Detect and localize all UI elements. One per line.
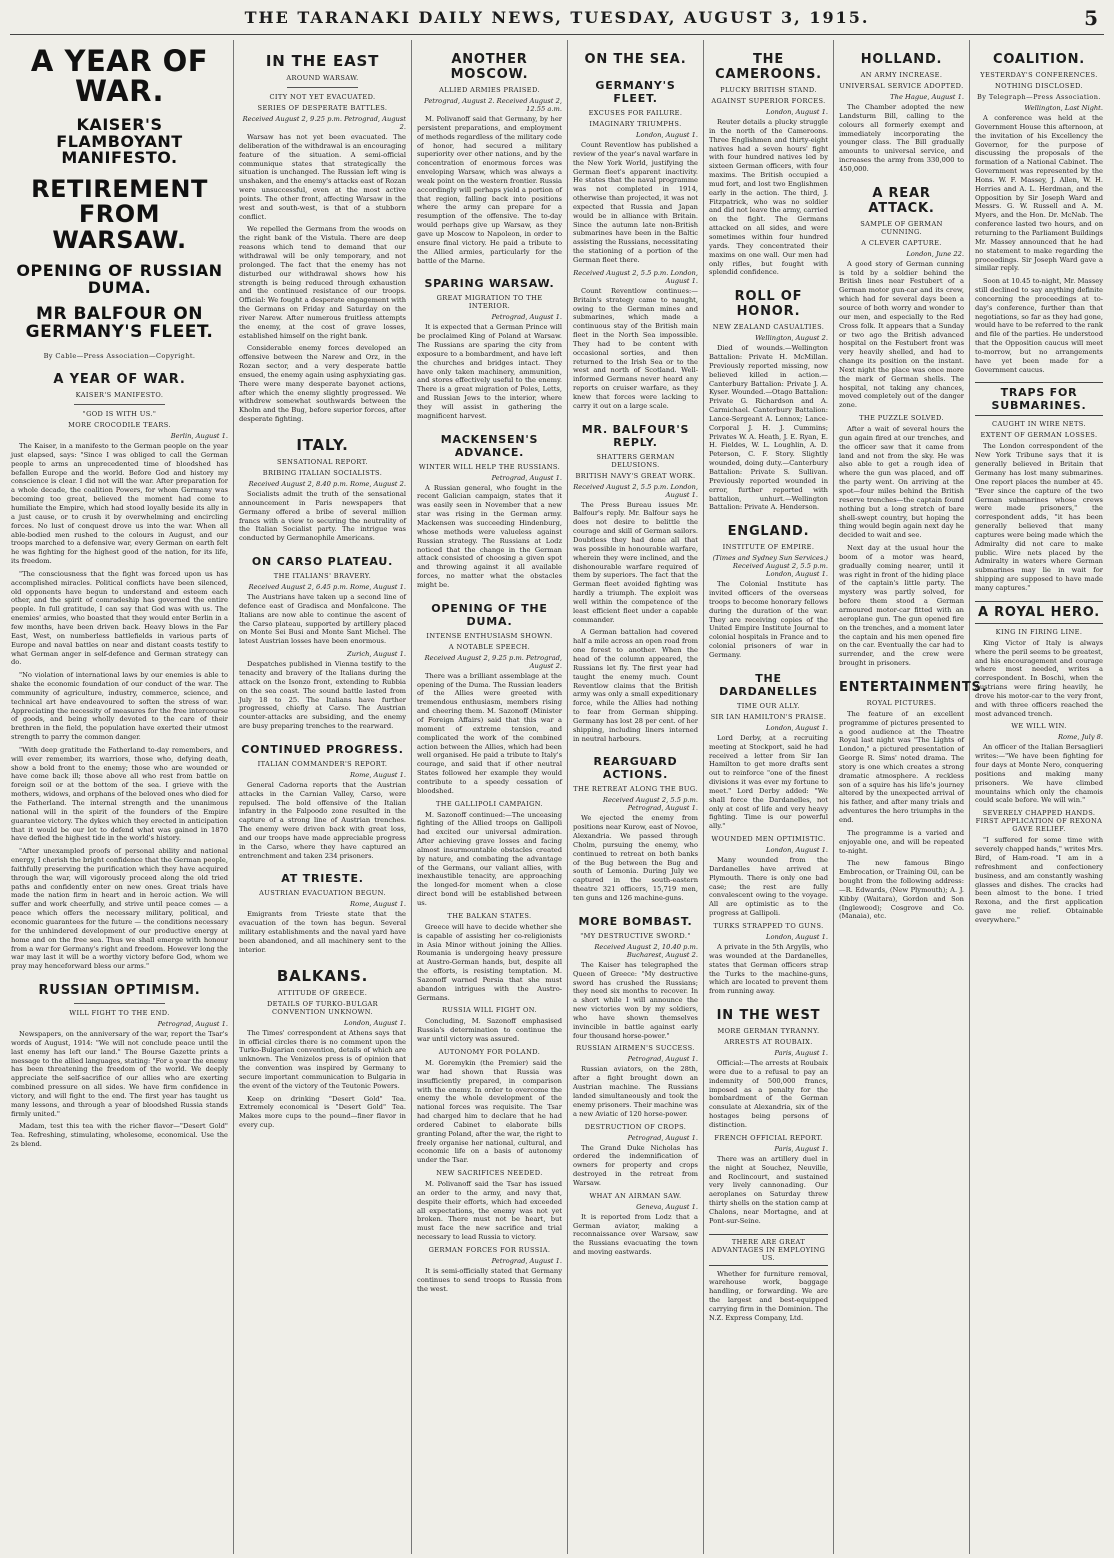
dateline: Geneva, August 1.: [636, 1202, 698, 1211]
section-heading: ROLL OF HONOR.: [734, 289, 803, 320]
article-paragraph: Count Reventlow has published a review of the year's naval warfare in the New York World, justifying the German fleet's apparent inactivity. He states that the naval programme was not completed in 1914, otherwise than projected, it was not expected that Russia and Japan would be in alliance with Britain. Since the autumn late non-British submarines have been in the Baltic assisting the Russians, necessitating the stationing of a portion of the German fleet there.: [573, 141, 698, 264]
section-heading: A ROYAL HERO.: [975, 601, 1103, 624]
article-paragraph: The feature of an excellent programme of pictures presented to a good audience at the Theatre Royal last night was "The Lights of London," a pictured presentation of George R. Sims' noted drama. The story is one which creates a strong dramatic atmosphere. A reckless son of a squire has his life's journey altered by the unexpected arrival of his father, and after many trials and adventures the hero triumphs in the end.: [839, 709, 964, 824]
article-paragraph: A private in the 5th Argylls, who was wounded at the Dardanelles, states that German officers strap the Turks to the machine-guns, which are located to prevent them from running away.: [709, 943, 828, 996]
subheading: AN ARMY INCREASE.: [860, 71, 943, 79]
subheading: INSTITUTE OF EMPIRE.: [722, 543, 815, 552]
dateline: Received August 2, 10.40 p.m. Bucharest, August 2.: [594, 942, 698, 959]
subheading: SIR IAN HAMILTON'S PRAISE.: [710, 712, 827, 721]
subheading: SERIES OF DESPERATE BATTLES.: [257, 104, 388, 112]
dateline: Paris, August 1.: [774, 1144, 828, 1153]
section-heading: ENGLAND.: [727, 524, 810, 540]
section-heading: IN THE WEST: [716, 1008, 821, 1024]
article-paragraph: "No violation of international laws by our enemies is able to shake the economic foundation of our conduct of the war. The community of agriculture, industry, commerce, science, and technical art have endeavoured to soften the stress of war. Appreciating the necessity of measures for the free intercourse of goods, and being wholly devoted to the care of their brethren in the field, the population have exerted their utmost strength to parry the common danger.: [11, 671, 228, 742]
article-paragraph: Newspapers, on the anniversary of the war, report the Tsar's words of August, 1914: "We will not conclude peace until the last enemy has left our land." The Bourse Gazette prints a message to the allied languages, stating: "For a year the enemy has been threatening the freedom of the world. We deeply appreciate the self-sacrifice of our allies who are exerting combined pressure on all sides. We have firm confidence in victory, and will fight to the end. The first year has taught us many lessons, and through a year of bloodshed Russia stands firmly united.": [11, 1030, 228, 1118]
advertisement-heading: THERE ARE GREAT ADVANTAGES IN EMPLOYING US.: [709, 1234, 828, 1266]
headline-balfour: MR BALFOUR ON GERMANY'S FLEET.: [25, 304, 214, 343]
subheading: "MY DESTRUCTIVE SWORD.": [580, 931, 691, 940]
subheading: EXTENT OF GERMAN LOSSES.: [980, 431, 1098, 440]
subheading: INTENSE ENTHUSIASM SHOWN.: [426, 631, 553, 640]
subheading: THE PUZZLE SOLVED.: [859, 414, 944, 423]
subheading: A NOTABLE SPEECH.: [448, 642, 531, 651]
subheading: SENSATIONAL REPORT.: [276, 458, 369, 466]
article-paragraph: Soon at 10.45 to-night, Mr. Massey still declined to say anything definite concerning the proceedings at to-day's conference, further than that negotiations, so far as they had gone, would have to be referred to the rank and file of the parties. He understood that the Opposition caucus will meet to-morrow, but no arrangements have yet been made for a Government caucus.: [975, 277, 1103, 374]
subheading: AUSTRIAN EVACUATION BEGUN.: [259, 889, 386, 898]
headline-retirement-warsaw: RETIREMENT FROM WARSAW.: [31, 175, 208, 254]
subheading: BRIBING ITALIAN SOCIALISTS.: [262, 469, 383, 477]
subheading: AUTONOMY FOR POLAND.: [438, 1047, 541, 1056]
section-heading: BALKANS.: [276, 966, 369, 985]
dateline: London, August 1.: [766, 846, 828, 855]
page-number: 5: [1084, 6, 1098, 30]
article-paragraph: Greece will have to decide whether she is capable of assisting her co-religionists in Asia Minor without joining the Allies. Roumania is undergoing heavy pressure at Austro-German hands, but, despite all the efforts, is resisting temptation. M. Sazonoff warned Persia that she must abandon intrigues with the Austro-Germans.: [417, 922, 562, 1002]
column-7: [970, 40, 1108, 1554]
section-heading: MORE BOMBAST.: [578, 914, 693, 928]
subheading: WILL FIGHT TO THE END.: [69, 1009, 170, 1018]
subheading: TURKS STRAPPED TO GUNS.: [713, 922, 824, 930]
subheading: SHATTERS GERMAN DELUSIONS.: [596, 452, 675, 469]
dateline: (Times and Sydney Sun Services.) Received August 2, 5.5 p.m. London, August 1.: [712, 554, 828, 579]
subheading: WHAT AN AIRMAN SAW.: [589, 1191, 682, 1200]
dateline: London, August 1.: [636, 131, 698, 139]
article-paragraph: The programme is a varied and enjoyable one, and will be repeated to-night.: [839, 828, 964, 855]
subheading: A CLEVER CAPTURE.: [861, 238, 942, 247]
section-heading: A YEAR OF WAR.: [53, 372, 186, 388]
subheading: THE RETREAT ALONG THE BUG.: [573, 785, 698, 794]
section-heading: ON THE SEA.: [584, 52, 687, 67]
dateline: Petrograd, August 1.: [491, 1257, 562, 1265]
subheading: GERMAN FORCES FOR RUSSIA.: [428, 1246, 551, 1254]
advertisement-text: Whether for furniture removal, warehouse work, baggage handling, or forwarding. We are the largest and best-equipped carrying firm in the Dominion. The N.Z. Express Company, Ltd.: [709, 1269, 828, 1322]
subheading: GREAT MIGRATION TO THE INTERIOR.: [436, 294, 543, 311]
article-paragraph: Died of wounds.—Wellington Battalion: Private H. McMillan. Previously reported missing, now believed killed in action.—Canterbury Battalion: Private J. A. Kyser. Wounded.—Otago Battalion: Private G. Richardson and A. Carmichael. Canterbury Battalion: Lance-Sergeant A. Lennox; Lance-Corporal J. H. J. Cummins; Privates W. A. Heath, J. E. Ryan, E. H. Fieldes, W. L. Loughlin, A. D. Peterson, C. F. Story. Slightly wounded, doing duty.—Canterbury Battalion: Private S. Sullivan. Previously reported wounded in error, further reported with battalion, unhurt.—Wellington Battalion: Private A. Henderson.: [709, 344, 828, 512]
section-heading: TRAPS FOR SUBMARINES.: [975, 382, 1103, 416]
section-heading: ENTERTAINMENTS.: [839, 679, 988, 695]
dateline: London, June 22.: [906, 249, 964, 258]
dateline: London, August 1.: [766, 723, 828, 732]
advertisement-text: The new famous Bingo Embrocation, or Training Oil, can be bought from the following address:—R. Edwards, (New Plymouth); A. J. Kibby (Waitara), Gordon and Son (Inglewood); Cosgrove and Co. (Manaia), etc.: [839, 859, 964, 921]
article-paragraph: Despatches published in Vienna testify to the tenacity and bravery of the Italians during the attack on the Isonzo front, extending to Rubbia on the sea coast. The sound battle lasted from July 18 to 25. The Italians have further progressed, chiefly at Carso. The Austrian counter-attacks are subsiding, and the enemy are busy preparing trenches to the rearward.: [239, 660, 406, 731]
article-paragraph: Next day at the usual hour the boom of a motor was heard, gradually coming nearer, until it was right in front of the hiding place of the captain's little party. The mystery was partly solved, for before them stood a German armoured motor-car fitted with an aeroplane gun. The gun opened fire on the trenches, and a moment later the captain and his men opened fire on the car. Eventually the car had to surrender, and the crew were brought in prisoners.: [839, 544, 964, 668]
article-paragraph: It is reported from Lodz that a German aviator, making a reconnaissance over Warsaw, saw the Russians evacuating the town and moving eastwards.: [573, 1212, 698, 1257]
dateline: Petrograd, August 1.: [491, 473, 562, 482]
masthead: [10, 0, 1104, 35]
advertisement-text: Keep on drinking "Desert Gold" Tea. Extremely economical is "Desert Gold" Tea. Makes more cups to the pound—finer flavor in every cup.: [239, 1094, 406, 1130]
article-paragraph: The Press Bureau issues Mr. Balfour's reply. Mr. Balfour says he does not desire to belittle the courage and skill of German sailors. Doubtless they had done all that was possible in honourable warfare, wherein they were inclined, and the dishonourable warfare required of them by superiors. The fact that the German fleet avoided fighting was hardly a triumph. The exploit was well within the competence of the least efficient fleet under a capable commander.: [573, 500, 698, 624]
section-heading: ANOTHER MOSCOW.: [450, 52, 529, 82]
dateline: Received August 2, 9.25 p.m. Petrograd, August 2.: [242, 115, 406, 131]
subheading: NEW SACRIFICES NEEDED.: [436, 1169, 543, 1178]
dateline: Rome, August 1.: [350, 900, 406, 909]
section-heading: A REAR ATTACK.: [868, 185, 935, 216]
section-heading: MR. BALFOUR'S REPLY.: [581, 422, 690, 449]
column-5: [704, 40, 834, 1554]
section-heading: MACKENSEN'S ADVANCE.: [440, 432, 539, 459]
dateline: Berlin, August 1.: [170, 432, 228, 441]
article-paragraph: M. Goremykin (the Premier) said the war had shown that Russia was insufficiently prepared, in comparison with the enemy. In order to overcome the enemy the whole development of the national forces was requisite. The Tsar had charged him to declare that he had ordered Cabinet to elaborate bills granting Poland, after the war, the right to freely organise her national, cultural, and economic life on a basis of autonomy under the Tsar.: [417, 1058, 562, 1165]
divider: [74, 1003, 165, 1004]
section-heading: GERMANY'S FLEET.: [595, 79, 676, 105]
article-paragraph: M. Polivanoff said that Germany, by her persistent preparations, and employment of methods regardless of the military code of honor, had secured a military superiority over other nations, and by the concentration of enormous forces was enveloping Warsaw, which was always a weak point on the western frontier. Russia accordingly will perhaps yield a portion of that region, falling back into positions where the army can prepare for a resumption of the offensive. The to-day would perhaps give up Warsaw, as they gave up Moscow to Napoleon, in order to ensure final victory. He paid a tribute to the Allied armies, particularly for the battle of the Marne.: [417, 115, 562, 265]
article-paragraph: There was a brilliant assemblage at the opening of the Duma. The Russian leaders of the Allies were greeted with tremendous enthusiasm, members rising and cheering them. M. Sazonoff (Minister of Foreign Affairs) said that this war a moment of extreme tension, and complicated the work of the combined action between the Allies, which had been well organised. He paid a tribute to Italy's courage, and said that if other neutral States followed her example they would contribute to a speedy cessation of bloodshed.: [417, 671, 562, 795]
article-paragraph: "The consciousness that the fight was forced upon us has accomplished miracles. Political conflicts have been silenced, old opponents have begun to understand and esteem each other, and the spirit of comradeship has governed the entire people. In full gratitude, I can say that God was with us. The enemies' armies, who boasted that they would enter Berlin in a few months, have been driven back. Heavy blows in the Far East, West, on numberless battlefields in various parts of Europe and naval battles on near and distant coasts testify to what German anger in self-defence and German strategy can do.: [11, 569, 228, 667]
column-3: [412, 40, 568, 1554]
section-heading: COALITION.: [993, 52, 1085, 67]
subheading: MORE CROCODILE TEARS.: [68, 421, 171, 430]
divider: [287, 87, 357, 88]
section-heading: ON CARSO PLATEAU.: [251, 555, 394, 569]
section-heading: OPENING OF THE DUMA.: [431, 601, 548, 628]
subheading: ROYAL PICTURES.: [866, 698, 937, 707]
article-paragraph: The Kaiser has telegraphed the Queen of Greece: "My destructive sword has crushed the Russians; they need six months to recover. In a short while I will announce the new victories won by my soldiers, who have shown themselves invincible in battle against early four thousand horse-power.": [573, 960, 698, 1040]
dateline: Petrograd, August 1.: [157, 1020, 228, 1029]
advertisement-text: Madam, test this tea with the richer flavor—"Desert Gold" Tea. Refreshing, stimulating, wholesome, economical. Use the 2s blend.: [11, 1122, 228, 1149]
article-paragraph: M. Sazonoff continued:—The unceasing fighting of the Allied troops on Gallipoli had excited our universal admiration. After achieving grave losses and facing almost insurmountable obstacles created by nature, and combating the advantage of the Germans, our valiant allies, with inexhaustible tenacity, are approaching the longed-for moment when a close direct bond will be established between us.: [417, 810, 562, 907]
article-paragraph: The Grand Duke Nicholas has ordered the indemnification of owners for property and crops destroyed in the retreat from Warsaw.: [573, 1143, 698, 1187]
column-4: [568, 40, 704, 1554]
section-heading: ITALY.: [296, 436, 349, 454]
advertisement-heading: SEVERELY CHAPPED HANDS. FIRST APPLICATION OF REXONA GAVE RELIEF.: [975, 809, 1103, 834]
subheading: ATTITUDE OF GREECE.: [277, 988, 368, 997]
subheading: TIME OUR ALLY.: [737, 701, 800, 710]
subheading: NOTHING DISCLOSED.: [995, 82, 1083, 90]
headline-kaiser-manifesto: KAISER'S FLAMBOYANT MANIFESTO.: [56, 114, 183, 168]
dateline: London, August 1.: [344, 1018, 406, 1027]
section-heading: SPARING WARSAW.: [424, 277, 555, 291]
columns: [6, 40, 1108, 1554]
subheading: THE GALLIPOLI CAMPAIGN.: [435, 799, 544, 808]
dateline: London, August 1.: [766, 933, 828, 941]
subheading: "GOD IS WITH US.": [82, 410, 157, 419]
article-paragraph: Warsaw has not yet been evacuated. The deliberation of the withdrawal is an encouraging feature of the situation. A semi-official communique states that strategically the situation is unchanged. The Russian left wing is unshaken, and the enemy's attacks east of Rozan were unsuccessful, even at the most active points. The other front, affecting Warsaw in the west and south-west, is that of a stubborn conflict.: [239, 133, 406, 221]
subheading: ALLIED ARMIES PRAISED.: [439, 86, 540, 94]
cable-credit: By Cable—Press Association—Copyright.: [43, 352, 196, 361]
headline-year-of-war: A YEAR OF WAR.: [30, 44, 209, 109]
article-paragraph: Lord Derby, at a recruiting meeting at Stockport, said he had received a letter from Sir Ian Hamilton to get more drafts sent out to reinforce "one of the finest divisions it was ever my fortune to meet." Lord Derby added: "We shall force the Dardanelles, not only at cost of life and very heavy fighting. Time is our powerful ally.": [709, 733, 828, 831]
article-paragraph: King Victor of Italy is always where the peril seems to be greatest, and his encouragement and courage where most needed, writes a correspondent. In Boschi, when the Austrians were firing heavily, he drove his motor-car to the very front, and with three officers reached the most advanced trench.: [975, 638, 1103, 718]
dateline: Rome, July 8.: [1057, 733, 1103, 742]
dateline: Received August 2, 6.45 p.m. Rome, August 1.: [248, 583, 406, 592]
subheading: EXCUSES FOR FAILURE.: [588, 109, 683, 117]
article-paragraph: A conference was held at the Government House this afternoon, at the invitation of his Excellency the Governor, for the purpose of discussing the proposals of the formation of a National Cabinet. The Government was represented by the Hons. W. F. Massey, J. Allen, W. H. Herries and A. L. Herdman, and the Opposition by Sir Joseph Ward and Messrs. G. W. Russell and A. M. Myers, and the Hon. Dr. McNab. The conference lasted two hours, and on returning to the Parliament Buildings Mr. Massey announced that he had no statement to make regarding the proceedings. Sir Joseph Ward gave a similar reply.: [975, 114, 1103, 273]
column-1: [6, 40, 234, 1554]
dateline: Received August 2, 5.5 p.m. Petrograd, August 1.: [602, 796, 698, 813]
article-paragraph: Emigrants from Trieste state that the evacuation of the town has begun. Several military establishments and the naval yard have been abandoned, and all machinery sent to the interior.: [239, 910, 406, 954]
article-paragraph: The Austrians have taken up a second line of defence east of Gradisca and Monfalcone. The Italians are now able to continue the ascent of the Carso plateau, supported by artillery placed on Monte Sei Busi and Monte Sant Michel. The latest Austrian losses have been enormous.: [239, 593, 406, 646]
subheading: KAISER'S MANIFESTO.: [75, 391, 164, 400]
divider: [74, 404, 165, 405]
article-paragraph: The Times' correspondent at Athens says that in official circles there is no comment upon the Turko-Bulgarian convention, details of which are unknown. The Venizelos press is of opinion that the convention was inspired by Germany to secure important communication to Bulgaria in the event of the victory of the Teutonic Powers.: [239, 1028, 406, 1090]
article-paragraph: After a wait of several hours the gun again fired at our trenches, and the officer saw that it came from land and not from the sky. He was also able to get a rough idea of where the gun was placed, and off the party went. On arriving at the spot—four miles behind the British reserve trenches—the captain found nothing but a long stretch of bare shell-swept country, but hoping the thing would begin again next day he decided to wait and see.: [839, 425, 964, 540]
article-paragraph: We repelled the Germans from the woods on the right bank of the Vistula. There are deep reasons which tend to demand that our withdrawal will be only temporary, and not prolonged. The fact that the enemy has not disturbed our withdrawal shows how his strength is being reduced through exhaustion and the continued resistance of our troops. Official: We fought a desperate engagement with the Germans on Friday and Saturday on the river Narew. After numerous fruitless attempts the enemy, at the cost of grave losses, established himself on the right bank.: [239, 225, 406, 340]
column-6: [834, 40, 988, 1554]
dateline: Wellington, Last Night.: [1024, 104, 1103, 112]
subheading: KING IN FIRING LINE.: [995, 627, 1083, 636]
subheading: SAMPLE OF GERMAN CUNNING.: [860, 219, 943, 236]
section-heading: AT TRIESTE.: [281, 872, 364, 886]
subheading: CITY NOT YET EVACUATED.: [269, 93, 376, 101]
article-paragraph: A good story of German cunning is told by a soldier behind the British lines near Festubert of a German motor gun-car and its crew, which had for several days been a source of both worry and wonder to our men, and especially to the Red Cross folk. It appears that a Sunday or two ago the British advanced hospital on the Festubert front was very heavily shelled, and had to change its position on the instant. Next night the place was once more the mark of German shells. The hospital, not taking any chances, moved completely out of the danger zone.: [839, 259, 964, 410]
article-paragraph: It is semi-officially stated that Germany continues to send troops to Russia from the west.: [417, 1267, 562, 1293]
dateline: Petrograd, August 1.: [627, 1055, 698, 1064]
subheading: AROUND WARSAW.: [286, 74, 359, 82]
article-paragraph: The Colonial Institute has invited officers of the overseas troops to become honorary fellows during the duration of the war. They are receiving copies of the United Empire Institute Journal to colonial hospitals in France and to colonial prisoners of war in Germany.: [709, 580, 828, 659]
dateline: Received August 2, 8.40 p.m. Rome, August 2.: [248, 480, 406, 488]
subheading: THE BALKAN STATES.: [447, 911, 532, 920]
masthead-title: THE TARANAKI DAILY NEWS, TUESDAY, AUGUST 3, 1915.: [244, 7, 870, 27]
article-paragraph: Many wounded from the Dardanelles have arrived at Plymouth. There is only one bad case; the rest are fully convalescent owing to the voyage. All are optimistic as to the progress at Gallipoli.: [709, 856, 828, 918]
section-heading: RUSSIAN OPTIMISM.: [38, 983, 201, 999]
dateline: Zurich, August 1.: [347, 650, 406, 659]
section-heading: IN THE EAST: [265, 52, 380, 70]
dateline: Received August 2, 9.25 p.m. Petrograd, August 2.: [424, 653, 562, 670]
section-heading: CONTINUED PROGRESS.: [241, 742, 404, 756]
article-paragraph: Considerable enemy forces developed an offensive between the Narew and Orz, in the Rozan sector, and a very desperate battle ensued, the enemy again using asphyxiating gas. There were many desperate bayonet actions, after which the enemy slightly progressed. We withdrew somewhat southwards between the Kholm and the Bug, before superior forces, after desperate fighting.: [239, 344, 406, 424]
article-paragraph: The Chamber adopted the new Landsturm Bill, calling to the colours all formerly exempt and immediately incorporating the younger class. The Bill gradually amounts to universal service, and increases the army from 330,000 to 450,000.: [839, 103, 964, 173]
subheading: PLUCKY BRITISH STAND.: [720, 86, 817, 94]
article-paragraph: Concluding, M. Sazonoff emphasised Russia's determination to continue the war until victory was assured.: [417, 1017, 562, 1044]
subheading: IMAGINARY TRIUMPHS.: [589, 120, 682, 128]
section-heading: REARGUARD ACTIONS.: [593, 755, 678, 782]
article-paragraph: M. Polivanoff said the Tsar has issued an order to the army, and navy that, despite their efforts, which had exceeded all expectations, the enemy was not yet broken. There must not be heart, but must face the new sacrifice and trial necessary to lead Russia to victory.: [417, 1180, 562, 1242]
subheading: RUSSIAN AIRMEN'S SUCCESS.: [576, 1044, 695, 1053]
dateline: Rome, August 1.: [350, 770, 406, 779]
advertisement-text: "I suffered for some time with severely chapped hands," writes Mrs. Bird, of Ham-road. "I am in a refreshment and confectionery business, and am constantly washing glasses and dishes. The cracks had been almost to the bone. I tried Rexona, and the first application gave me relief. Obtainable everywhere.": [975, 836, 1103, 924]
dateline: The Hague, August 1.: [890, 93, 964, 101]
article-paragraph: "After unexampled proofs of personal ability and national energy, I cherish the bright confidence that the German people, faithfully preserving the purification which they have acquired through the war, will vigorously proceed along the old tried paths and confidently enter on new ones. Great trials have made the nation firm in heart and in heroic action. We will suffer and work cheerfully, and strive until peace comes — a peace which offers the necessary military, political, and economic guarantees for the future — the conditions necessary for the unhindered development of our productive energy at home and on the free sea. Thus we shall emerge with honour from a war for Germany's right and freedom. However long the war may last it will be a worthy victory before God, whom we pray may henceforward bless our arms.": [11, 847, 228, 971]
telegraph-credit: By Telegraph—Press Association.: [977, 93, 1101, 101]
article-paragraph: A Russian general, who fought in the recent Galician campaign, states that it was easily seen in November that a new star was rising in the German army. Mackensen was succeeding Hindenburg, whose methods were valueless against Russian strategy. The Russians at Lodz noticed that the change in the German attack consisted of choosing a given spot and throwing against it all available forces, no matter what the obstacles might be.: [417, 483, 562, 589]
dateline: Received August 2, 5.5 p.m. London, August 1.: [573, 268, 698, 285]
section-heading: THE CAMEROONS.: [715, 52, 822, 82]
dateline: Petrograd, August 2. Received August 2, 12.55 a.m.: [424, 97, 562, 113]
subheading: BRITISH NAVY'S GREAT WORK.: [575, 471, 696, 480]
article-paragraph: A German battalion had covered half a mile across an open road from one forest to another. When the head of the column appeared, the Russians let fly. The first year had taught the enemy much. Count Reventlow claims that the British army was only a small expeditionary force, while the Allies had nothing to fear from German shipping. Germany has lost 28 per cent. of her shipping, including liners interned in neutral harbours.: [573, 628, 698, 743]
subheading: WE WILL WIN.: [1011, 722, 1067, 731]
subheading: WOUNDED MEN OPTIMISTIC.: [711, 835, 826, 844]
section-heading: HOLLAND.: [860, 52, 943, 67]
article-paragraph: There was an artillery duel in the night at Souchez, Neuville, and Roclincourt, and sustained very lively cannonading. Our aeroplanes on Saturday threw thirty shells on the station camp at Chalons, near Mortagne, and at Pont-sur-Seine.: [709, 1154, 828, 1225]
article-paragraph: "With deep gratitude the Fatherland to-day remembers, and will ever remember, its warriors, those who, defying death, show a bold front to the enemy; those who are wounded or have come back ill; those above all who rest from battle on foreign soil or at the bottom of the sea. I grieve with the mothers, widows, and orphans of the beloved ones who died for the Fatherland. The internal strength and the unanimous national will in the spirit of the founders of the Empire guarantee victory. The dykes which they erected in anticipation that it would be our lot to defend what was gained in 1870 have defied the highest tide in the world's history.: [11, 745, 228, 843]
column-2: [234, 40, 412, 1554]
subheading: NEW ZEALAND CASUALTIES.: [712, 323, 825, 332]
article-paragraph: The Kaiser, in a manifesto to the German people on the year just elapsed, says: "Since I was obliged to call the German people to arms an unprecedented time of bloodshed has befallen Europe and the world. Before God and history my conscience is clear. I did not will the war. After preparation for a whole decade, the coalition Powers, for whom Germany was becoming too great, believed the moment had come to humiliate the Empire, which had stood loyally beside its ally in a just cause, or to crush it by overwhelming and encircling forces. No lust of conquest drove us into the war. When all able-bodied men rushed to the colours in August, and our troops marched to a defensive war, every German on earth felt he was fighting for the highest good of the nation, for its life, its freedom.: [11, 442, 228, 566]
subheading: FRENCH OFFICIAL REPORT.: [714, 1133, 823, 1142]
subheading: ITALIAN COMMANDER'S REPORT.: [257, 759, 388, 768]
article-paragraph: Reuter details a plucky struggle in the north of the Cameroons. Three Englishmen and thirty-eight natives had a seven hours' fight with four hundred natives led by sixteen German officers, with four maxims. The British occupied a mud fort, and lost two Englishmen early in the action. The third, J. Fitzpatrick, who was no soldier and did not leave the army, carried on the fight. The Germans attacked on all sides, and were sometimes within four hundred yards. They concentrated their maxims on one wall. Our men had only rifles, but fought with splendid confidence.: [709, 118, 828, 277]
dateline: Petrograd, August 1.: [491, 313, 562, 322]
subheading: WINTER WILL HELP THE RUSSIANS.: [418, 462, 561, 471]
subheading: DETAILS OF TURKO-BULGAR CONVENTION UNKNOWN.: [266, 999, 379, 1016]
subheading: UNIVERSAL SERVICE ADOPTED.: [839, 82, 964, 90]
dateline: London, August 1.: [766, 108, 828, 116]
dateline: Received August 2, 5.5 p.m. London, August 1.: [573, 482, 698, 499]
subheading: AGAINST SUPERIOR FORCES.: [711, 97, 826, 105]
article-paragraph: Official:—The arrests at Roubaix were due to a refusal to pay an indemnity of 500,000 francs, imposed as a penalty for the bombardment of the German consulate at Alexandria, six of the hostages being persons of distinction.: [709, 1059, 828, 1129]
article-paragraph: Count Reventlow continues:—Britain's strategy came to naught, owing to the German mines and submarines, which made a continuous stay of the British main fleet in the North Sea impossible. They had to be content with occasional sorties, and then returned to the Irish Sea or to the west and north of Scotland. Well-informed Germans never heard any reports on cruiser warfare, as they knew that forces were lacking to carry it out on a large scale.: [573, 286, 698, 410]
dateline: Wellington, August 2.: [755, 334, 828, 343]
article-paragraph: An officer of the Italian Bersaglieri writes:—"We have been fighting for four days at Monte Nero, conquering positions and making many prisoners. We have climbed mountains which only the chamois could scale before. We will win.": [975, 743, 1103, 805]
article-paragraph: Socialists admit the truth of the sensational announcement in Paris newspapers that Germany offered a bribe of several million francs with a view to securing the neutrality of the Italian Socialist party. The intrigue was conducted by Germanophile Americans.: [239, 490, 406, 543]
subheading: CAUGHT IN WIRE NETS.: [992, 420, 1086, 429]
subheading: DESTRUCTION OF CROPS.: [584, 1122, 687, 1131]
article-paragraph: General Cadorna reports that the Austrian attacks in the Carnian Valley, Carso, were repulsed. The bold offensive of the Italian infantry in the Falpoodo zone resulted in the capture of a strong line of Austrian trenches. The enemy were driven back with great loss, and our troops have made appreciable progress in the Carso, where they have captured an entrenchment and taken 234 prisoners.: [239, 780, 406, 860]
headline-russian-duma: OPENING OF RUSSIAN DUMA.: [16, 260, 223, 297]
dateline: Petrograd, August 1.: [627, 1133, 698, 1142]
subheading: YESTERDAY'S CONFERENCES.: [980, 71, 1098, 79]
article-paragraph: The London correspondent of the New York Tribune says that it is generally believed in Britain that Germany has lost many submarines. One report places the number at 45. "Ever since the capture of the two German submarines whose crews were made prisoners," the correspondent adds, "it has been generally believed that many captures were being made which the Admiralty did not care to make public. Wire nets placed by the Admiralty in waters where German submarines may lie in wait for shipping are supposed to have made many captures.": [975, 442, 1103, 592]
section-heading: THE DARDANELLES: [719, 671, 818, 698]
dateline: Paris, August 1.: [774, 1049, 828, 1058]
subheading: RUSSIA WILL FIGHT ON.: [441, 1006, 538, 1015]
subheading: ARRESTS AT ROUBAIX.: [724, 1038, 813, 1047]
article-paragraph: It is expected that a German Prince will be proclaimed King of Poland at Warsaw. The Russians are sparing the city from exposure to a bombardment, and have left the churches and bridges intact. They have only taken machinery, ammunition, and stores effectively useful to the enemy. There is a great migration of Poles, Letts, and Russian Jews to the interior, where they will assist in gathering the magnificent harvest.: [417, 323, 562, 420]
article-paragraph: Russian aviators, on the 28th, after a fight brought down an Austrian machine. The Russians landed simultaneously and took the enemy prisoners. Their machine was a new Aviatic of 120 horse-power.: [573, 1065, 698, 1118]
article-paragraph: We ejected the enemy from positions near Kurow, east of Novoe, Alexandria. We passed through Cholm, pursuing the enemy, who continued to retreat on both banks of the Bug between the Bug and south of Lemonia. During July we captured in the south-eastern theatre 321 officers, 15,719 men, ten guns and 126 machine-guns.: [573, 814, 698, 902]
subheading: THE ITALIANS' BRAVERY.: [273, 572, 372, 581]
subheading: MORE GERMAN TYRANNY.: [717, 1027, 820, 1036]
